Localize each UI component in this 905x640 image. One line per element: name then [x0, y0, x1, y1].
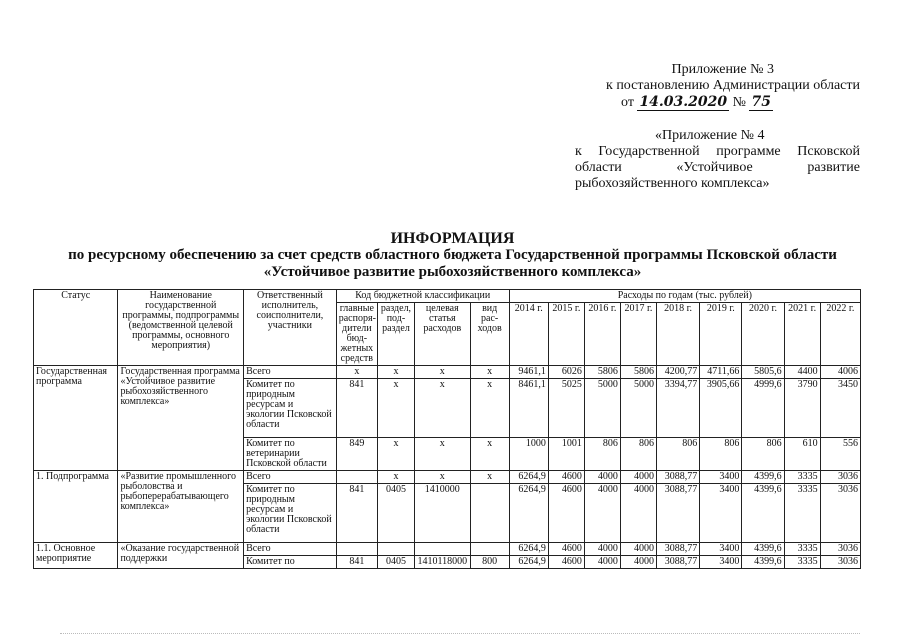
code-cell: x [470, 366, 509, 379]
value-cell: 6264,9 [509, 471, 548, 484]
value-cell: 3036 [820, 543, 860, 556]
col-year: 2022 г. [820, 303, 860, 366]
col-year: 2020 г. [742, 303, 784, 366]
status-cell: 1. Подпрограмма [34, 471, 118, 543]
value-cell: 3088,77 [656, 556, 699, 569]
value-cell: 3905,66 [700, 379, 742, 438]
executor-cell: Комитет по [244, 556, 337, 569]
value-cell: 3088,77 [656, 543, 699, 556]
code-cell: x [470, 471, 509, 484]
value-cell: 4000 [584, 484, 620, 543]
code-cell: 0405 [377, 484, 414, 543]
code-cell: 849 [336, 438, 377, 471]
value-cell: 4006 [820, 366, 860, 379]
code-cell: x [336, 366, 377, 379]
value-cell: 5000 [584, 379, 620, 438]
from-label: от [621, 95, 634, 110]
value-cell: 4200,77 [656, 366, 699, 379]
value-cell: 3335 [784, 484, 820, 543]
value-cell: 3450 [820, 379, 860, 438]
appendix-3-block [575, 62, 860, 111]
col-year: 2014 г. [509, 303, 548, 366]
value-cell: 4399,6 [742, 484, 784, 543]
code-cell [414, 543, 470, 556]
header-row-1 [34, 290, 861, 303]
appendix-4-line-2: к Государственной программе Псковской [575, 144, 860, 159]
heading-line-2: по ресурсному обеспечению за счет средств областного бюджета Государственной программы Псковской области [68, 247, 837, 263]
value-cell: 3036 [820, 556, 860, 569]
code-cell [377, 543, 414, 556]
value-cell: 4000 [620, 471, 656, 484]
executor-cell: Всего [244, 366, 337, 379]
code-cell [470, 543, 509, 556]
code-cell: x [470, 379, 509, 438]
value-cell: 5805,6 [742, 366, 784, 379]
code-cell: x [414, 366, 470, 379]
value-cell: 4000 [584, 543, 620, 556]
value-cell: 806 [700, 438, 742, 471]
status-cell: Государственная программа [34, 366, 118, 471]
value-cell: 3400 [700, 556, 742, 569]
document-heading [40, 230, 865, 281]
heading-line-3: «Устойчивое развитие рыбохозяйственного комплекса» [263, 264, 642, 280]
code-cell [336, 543, 377, 556]
value-cell: 4399,6 [742, 543, 784, 556]
code-cell: 841 [336, 379, 377, 438]
value-cell: 4399,6 [742, 471, 784, 484]
value-cell: 6026 [548, 366, 584, 379]
col-year: 2021 г. [784, 303, 820, 366]
code-cell [336, 471, 377, 484]
value-cell: 806 [584, 438, 620, 471]
col-status: Статус [34, 290, 118, 366]
col-sub-type: вид рас-ходов [470, 303, 509, 366]
page-bottom-divider [60, 633, 860, 634]
col-year: 2017 г. [620, 303, 656, 366]
value-cell: 4000 [584, 471, 620, 484]
value-cell: 1001 [548, 438, 584, 471]
code-cell [470, 484, 509, 543]
value-cell: 3335 [784, 556, 820, 569]
value-cell: 610 [784, 438, 820, 471]
value-cell: 5806 [620, 366, 656, 379]
table-row [34, 471, 861, 484]
value-cell: 6264,9 [509, 556, 548, 569]
code-cell: x [377, 366, 414, 379]
value-cell: 3335 [784, 471, 820, 484]
executor-cell: Всего [244, 471, 337, 484]
appendix-4-line-4: рыбохозяйственного комплекса» [575, 176, 770, 191]
code-cell: 800 [470, 556, 509, 569]
code-cell: x [414, 379, 470, 438]
table-row [34, 366, 861, 379]
appendix-4-title: «Приложение № 4 [655, 128, 765, 143]
value-cell: 4000 [620, 543, 656, 556]
executor-cell: Комитет по природным ресурсам и экологии Псковской области [244, 484, 337, 543]
col-sub-section: раздел, под-раздел [377, 303, 414, 366]
table-row [34, 543, 861, 556]
col-year: 2015 г. [548, 303, 584, 366]
col-expenses: Расходы по годам (тыс. рублей) [509, 290, 860, 303]
col-year: 2018 г. [656, 303, 699, 366]
name-cell: Государственная программа «Устойчивое развитие рыбохозяйственного комплекса» [118, 366, 244, 471]
number-label: № [732, 95, 746, 110]
value-cell: 4600 [548, 471, 584, 484]
value-cell: 3394,77 [656, 379, 699, 438]
value-cell: 4399,6 [742, 556, 784, 569]
table-body [34, 366, 861, 569]
value-cell: 5000 [620, 379, 656, 438]
handwritten-date: 14.03.2020 [639, 94, 728, 110]
value-cell: 4600 [548, 484, 584, 543]
value-cell: 806 [656, 438, 699, 471]
status-cell: 1.1. Основное мероприятие [34, 543, 118, 569]
executor-cell: Комитет по природным ресурсам и экологии Псковской области [244, 379, 337, 438]
value-cell: 3088,77 [656, 471, 699, 484]
appendix-4-line-3: области «Устойчивое развитие [575, 160, 860, 175]
value-cell: 3400 [700, 543, 742, 556]
code-cell: x [377, 438, 414, 471]
value-cell: 8461,1 [509, 379, 548, 438]
value-cell: 3400 [700, 471, 742, 484]
col-sub-main-manager: главные распоря-дители бюд-жетных средств [336, 303, 377, 366]
code-cell: 841 [336, 484, 377, 543]
col-name: Наименование государственной программы, подпрограммы (ведомственной целевой программы, основного мероприятия) [118, 290, 244, 366]
value-cell: 4000 [620, 484, 656, 543]
code-cell: x [377, 471, 414, 484]
value-cell: 4600 [548, 556, 584, 569]
value-cell: 4999,6 [742, 379, 784, 438]
appendix-4-block [575, 128, 860, 192]
value-cell: 4711,66 [700, 366, 742, 379]
value-cell: 4000 [620, 556, 656, 569]
code-cell: 1410118000 [414, 556, 470, 569]
code-cell: x [414, 471, 470, 484]
value-cell: 9461,1 [509, 366, 548, 379]
name-cell: «Развитие промышленного рыболовства и рыбоперерабатывающего комплекса» [118, 471, 244, 543]
appendix-3-date-line [575, 94, 860, 111]
value-cell: 3335 [784, 543, 820, 556]
col-year: 2019 г. [700, 303, 742, 366]
code-cell: 1410000 [414, 484, 470, 543]
value-cell: 6264,9 [509, 484, 548, 543]
value-cell: 5806 [584, 366, 620, 379]
code-cell: x [377, 379, 414, 438]
value-cell: 3088,77 [656, 484, 699, 543]
appendix-3-title: Приложение № 3 [671, 62, 774, 77]
value-cell: 1000 [509, 438, 548, 471]
heading-title: ИНФОРМАЦИЯ [390, 230, 515, 247]
value-cell: 4000 [584, 556, 620, 569]
value-cell: 556 [820, 438, 860, 471]
handwritten-number: 75 [751, 94, 771, 110]
col-sub-target: целевая статья расходов [414, 303, 470, 366]
col-year: 2016 г. [584, 303, 620, 366]
code-cell: 0405 [377, 556, 414, 569]
executor-cell: Всего [244, 543, 337, 556]
value-cell: 6264,9 [509, 543, 548, 556]
col-budget-code: Код бюджетной классификации [336, 290, 509, 303]
value-cell: 3400 [700, 484, 742, 543]
code-cell: 841 [336, 556, 377, 569]
value-cell: 4400 [784, 366, 820, 379]
code-cell: x [414, 438, 470, 471]
code-cell: x [470, 438, 509, 471]
value-cell: 3036 [820, 471, 860, 484]
value-cell: 4600 [548, 543, 584, 556]
name-cell: «Оказание государственной поддержки [118, 543, 244, 569]
executor-cell: Комитет по ветеринарии Псковской области [244, 438, 337, 471]
value-cell: 806 [742, 438, 784, 471]
col-executor: Ответственный исполнитель, соисполнители, участники [244, 290, 337, 366]
appendix-3-resolution-line: к постановлению Администрации области [606, 78, 860, 93]
value-cell: 806 [620, 438, 656, 471]
value-cell: 5025 [548, 379, 584, 438]
value-cell: 3790 [784, 379, 820, 438]
resource-table [33, 289, 861, 569]
value-cell: 3036 [820, 484, 860, 543]
